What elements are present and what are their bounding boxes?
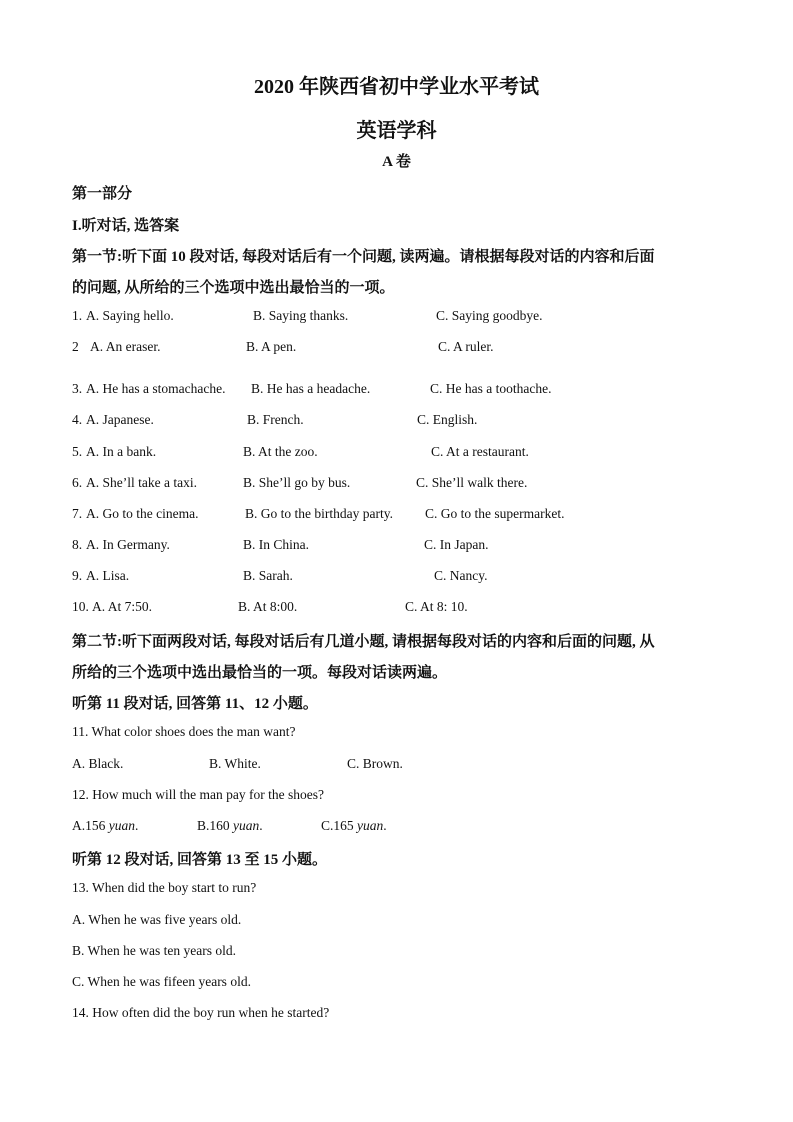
option-a: A. Lisa. (86, 568, 130, 583)
option-a: A.156 yuan. (72, 818, 139, 833)
option-b: B.160 yuan. (197, 818, 263, 833)
option-a: A. Saying hello. (86, 308, 174, 323)
question-number: 9. (72, 568, 83, 583)
option-b: B. She’ll go by bus. (243, 475, 351, 490)
question-11: 11. What color shoes does the man want? (72, 724, 296, 739)
instructions-1-line-1: 第一节:听下面 10 段对话, 每段对话后有一个问题, 读两遍。请根据每段对话的内容和后面 (72, 249, 655, 265)
dialog-12-heading: 听第 12 段对话, 回答第 13 至 15 小题。 (72, 852, 328, 868)
question-number: 6. (72, 475, 83, 490)
question-13-option-b: B. When he was ten years old. (72, 943, 236, 958)
option-a: A. At 7:50. (92, 599, 153, 614)
instructions-1-line-2: 的问题, 从所给的三个选项中选出最恰当的一项。 (72, 280, 395, 296)
part-heading: 第一部分 (72, 186, 133, 202)
option-b: B. He has a headache. (251, 381, 371, 396)
dialog-11-heading: 听第 11 段对话, 回答第 11、12 小题。 (72, 696, 318, 712)
option-a: A. She’ll take a taxi. (86, 475, 197, 490)
option-c: C. At a restaurant. (431, 444, 529, 459)
option-c: C. Nancy. (434, 568, 488, 583)
option-c: C. A ruler. (438, 339, 494, 354)
option-c: C. Go to the supermarket. (425, 506, 565, 521)
question-13-option-a: A. When he was five years old. (72, 912, 242, 927)
question-number: 10. (72, 599, 89, 614)
instructions-2-line-1: 第二节:听下面两段对话, 每段对话后有几道小题, 请根据每段对话的内容和后面的问题, 从 (72, 634, 655, 650)
question-number: 4. (72, 412, 83, 427)
question-12: 12. How much will the man pay for the shoes? (72, 787, 324, 802)
instructions-2-line-2: 所给的三个选项中选出最恰当的一项。每段对话读两遍。 (72, 665, 448, 681)
option-b: B. At the zoo. (243, 444, 318, 459)
question-number: 7. (72, 506, 83, 521)
question-number: 3. (72, 381, 83, 396)
option-b: B. Saying thanks. (253, 308, 349, 323)
question-14: 14. How often did the boy run when he started? (72, 1005, 330, 1020)
option-c: C. In Japan. (424, 537, 489, 552)
option-c: C. At 8: 10. (405, 599, 468, 614)
volume-label: A 卷 (382, 154, 411, 170)
option-c: C. She’ll walk there. (416, 475, 528, 490)
option-a: A. He has a stomachache. (86, 381, 226, 396)
option-b: B. White. (209, 756, 261, 771)
option-c: C. English. (417, 412, 478, 427)
option-a: A. Japanese. (86, 412, 154, 427)
option-a: A. An eraser. (90, 339, 161, 354)
option-b: B. At 8:00. (238, 599, 298, 614)
question-number: 1. (72, 308, 83, 323)
option-b: B. A pen. (246, 339, 297, 354)
option-a: A. Black. (72, 756, 124, 771)
option-b: B. French. (247, 412, 304, 427)
option-a: A. In a bank. (86, 444, 157, 459)
option-c: C. He has a toothache. (430, 381, 552, 396)
option-b: B. Go to the birthday party. (245, 506, 393, 521)
subject-title: 英语学科 (356, 120, 437, 142)
question-number: 2 (72, 339, 79, 354)
option-c: C.165 yuan. (321, 818, 387, 833)
option-b: B. Sarah. (243, 568, 293, 583)
exam-title: 2020 年陕西省初中学业水平考试 (254, 76, 539, 98)
option-a: A. Go to the cinema. (86, 506, 199, 521)
option-a: A. In Germany. (86, 537, 170, 552)
question-13-option-c: C. When he was fifeen years old. (72, 974, 251, 989)
option-b: B. In China. (243, 537, 309, 552)
question-number: 5. (72, 444, 83, 459)
option-c: C. Saying goodbye. (436, 308, 543, 323)
option-c: C. Brown. (347, 756, 403, 771)
question-number: 8. (72, 537, 83, 552)
question-13: 13. When did the boy start to run? (72, 880, 257, 895)
section-heading: I.听对话, 选答案 (72, 218, 180, 234)
